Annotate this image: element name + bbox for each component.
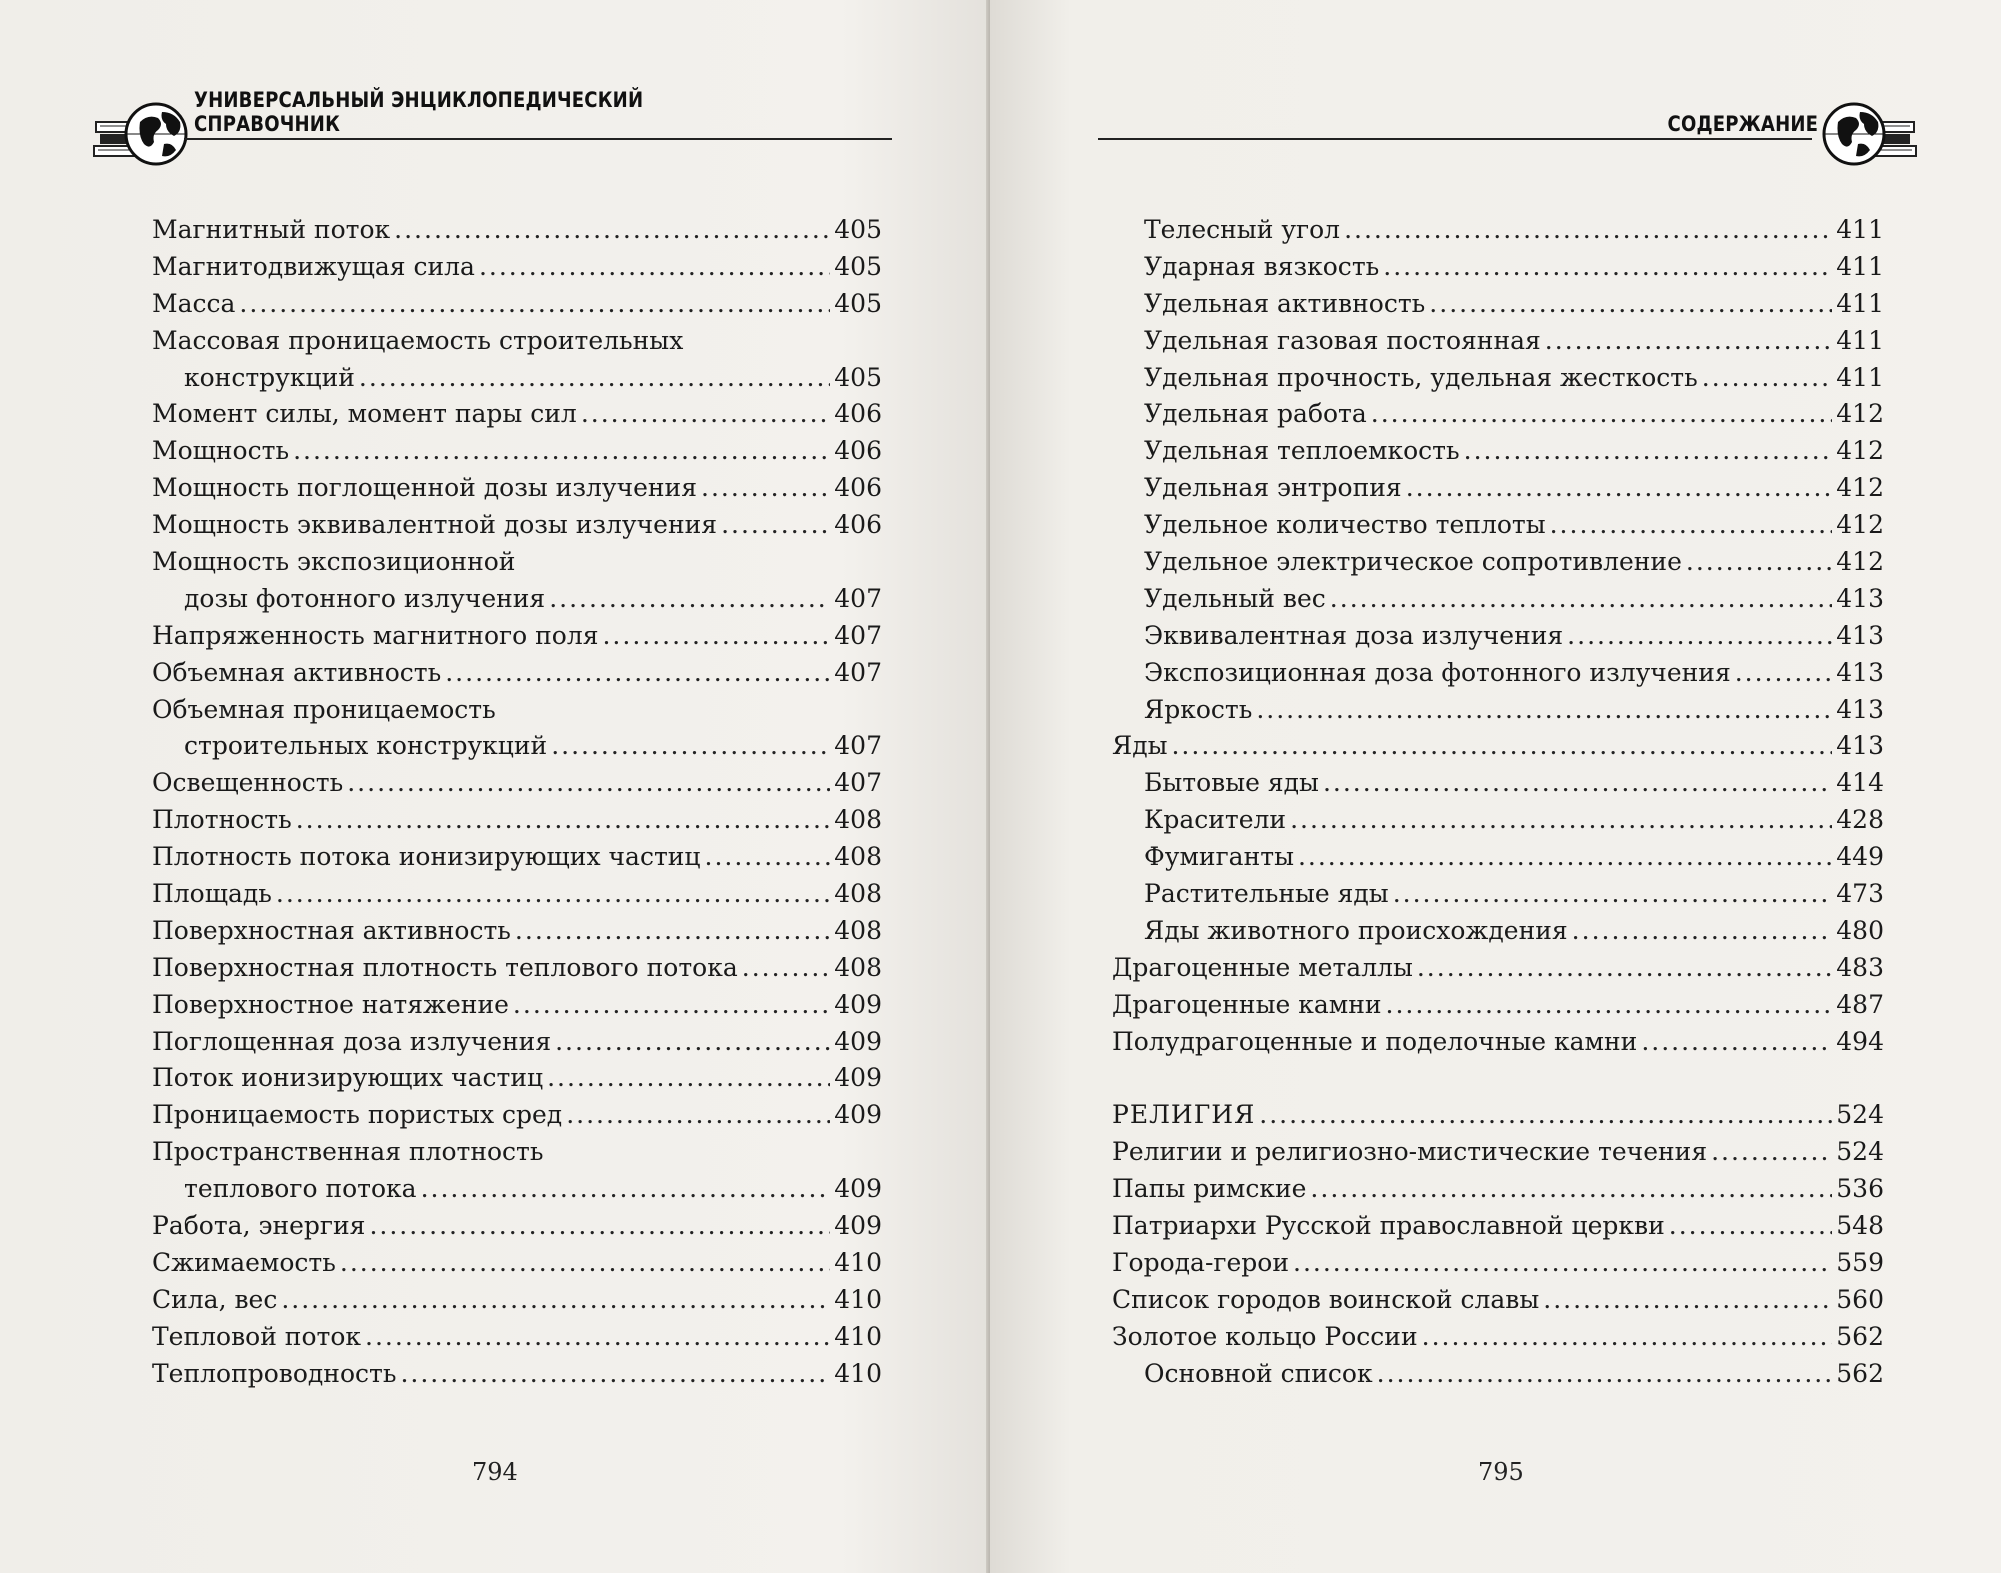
entry-page: 473	[1836, 879, 1884, 909]
leader-dots	[549, 581, 830, 618]
toc-entry	[152, 1282, 882, 1319]
leader-dots	[1422, 1319, 1833, 1356]
entry-label: Эквивалентная доза излучения	[1144, 620, 1564, 650]
entry-page: 409	[834, 1063, 882, 1093]
entry-page: 407	[834, 731, 882, 761]
entry-label: Удельное количество теплоты	[1144, 510, 1546, 540]
entry-page: 410	[834, 1284, 882, 1314]
leader-dots	[1406, 470, 1833, 507]
toc-entry	[1112, 396, 1884, 433]
entry-label: Момент силы, момент пары сил	[152, 399, 577, 429]
toc-entry	[1112, 1024, 1884, 1061]
leader-dots	[365, 1319, 830, 1356]
entry-label: Освещенность	[152, 768, 344, 798]
entry-page: 409	[834, 1211, 882, 1241]
header-rule	[1098, 138, 1812, 140]
leader-dots	[1543, 1282, 1832, 1319]
globe-books-icon	[1818, 92, 1918, 172]
entry-page: 407	[834, 583, 882, 613]
entry-page: 413	[1836, 620, 1884, 650]
entry-label: Удельная энтропия	[1144, 473, 1402, 503]
toc-entry	[1112, 1356, 1884, 1393]
entry-page: 449	[1836, 842, 1884, 872]
leader-dots	[1686, 544, 1832, 581]
entry-label: Мощность	[152, 436, 290, 466]
entry-page: 406	[834, 510, 882, 540]
entry-label: Плотность потока ионизирующих частиц	[152, 842, 701, 872]
leader-dots	[369, 1208, 830, 1245]
leader-dots	[1386, 987, 1833, 1024]
leader-dots	[1567, 618, 1832, 655]
toc-entry	[152, 839, 882, 876]
entry-label: Ударная вязкость	[1144, 251, 1380, 281]
leader-dots	[1256, 692, 1832, 729]
leader-dots	[394, 212, 830, 249]
toc-entry	[152, 618, 882, 655]
entry-label: Города-герои	[1112, 1247, 1290, 1277]
toc-entry	[152, 1097, 882, 1134]
leader-dots	[445, 655, 830, 692]
entry-label: Папы римские	[1112, 1174, 1307, 1204]
entry-page: 562	[1836, 1358, 1884, 1388]
toc-entry	[1112, 544, 1884, 581]
entry-label: Мощность поглощенной дозы излучения	[152, 473, 697, 503]
header-title: УНИВЕРСАЛЬНЫЙ ЭНЦИКЛОПЕДИЧЕСКИЙ СПРАВОЧНИК	[194, 88, 644, 136]
entry-label: Драгоценные камни	[1112, 989, 1382, 1019]
toc-entry	[1112, 987, 1884, 1024]
toc-entry	[1112, 1319, 1884, 1356]
entry-label: конструкций	[184, 362, 355, 392]
leader-dots	[1464, 433, 1833, 470]
toc-entry	[1112, 950, 1884, 987]
entry-page: 487	[1836, 989, 1884, 1019]
toc-entry	[152, 1171, 882, 1208]
toc-entries	[152, 212, 882, 1393]
entry-page: 494	[1836, 1026, 1884, 1056]
toc-entry	[152, 323, 882, 360]
leader-dots	[479, 249, 830, 286]
entry-page: 560	[1836, 1284, 1884, 1314]
toc-entry	[1112, 839, 1884, 876]
entry-label: Удельное электрическое сопротивление	[1144, 547, 1682, 577]
toc-section-entry	[1112, 1097, 1884, 1134]
entry-page: 411	[1836, 325, 1884, 355]
toc-entry	[1112, 1208, 1884, 1245]
entry-label: Удельный вес	[1144, 583, 1326, 613]
entry-label: Растительные яды	[1144, 879, 1389, 909]
leader-dots	[1259, 1097, 1832, 1134]
leader-dots	[705, 839, 831, 876]
leader-dots	[296, 802, 831, 839]
entry-page: 412	[1836, 473, 1884, 503]
leader-dots	[1377, 1356, 1833, 1393]
toc-entry	[152, 655, 882, 692]
entry-label: строительных конструкций	[184, 731, 548, 761]
leader-dots	[1371, 396, 1833, 433]
leader-dots	[1669, 1208, 1833, 1245]
entry-label: Удельная теплоемкость	[1144, 436, 1460, 466]
entry-page: 410	[834, 1247, 882, 1277]
entry-page: 412	[1836, 436, 1884, 466]
toc-entry	[152, 286, 882, 323]
leader-dots	[1417, 950, 1832, 987]
leader-dots	[555, 1024, 830, 1061]
entry-page: 480	[1836, 915, 1884, 945]
leader-dots	[1735, 655, 1833, 692]
entry-label: Удельная активность	[1144, 288, 1426, 318]
entry-page: 409	[834, 1100, 882, 1130]
toc-entry	[152, 581, 882, 618]
toc-entries	[1112, 212, 1884, 1393]
toc-entry	[152, 1356, 882, 1393]
toc-entry	[152, 765, 882, 802]
toc-entry	[152, 470, 882, 507]
entry-label: Объемная проницаемость	[152, 694, 496, 724]
leader-dots	[293, 433, 830, 470]
leader-dots	[1641, 1024, 1832, 1061]
leader-dots	[566, 1097, 830, 1134]
leader-dots	[513, 987, 830, 1024]
toc-entry	[152, 728, 882, 765]
entry-label: Мощность экспозиционной	[152, 547, 516, 577]
leader-dots	[1711, 1134, 1832, 1171]
entry-page: 413	[1836, 731, 1884, 761]
toc-entry	[1112, 360, 1884, 397]
toc-entry	[1112, 286, 1884, 323]
leader-dots	[421, 1171, 831, 1208]
entry-page: 406	[834, 473, 882, 503]
entry-page: 413	[1836, 657, 1884, 687]
entry-page: 406	[834, 399, 882, 429]
page-number: 795	[1478, 1458, 1524, 1486]
entry-page: 483	[1836, 952, 1884, 982]
toc-entry	[152, 544, 882, 581]
toc-entry	[152, 1060, 882, 1097]
entry-page: 407	[834, 657, 882, 687]
leader-dots	[551, 728, 830, 765]
leader-dots	[347, 765, 830, 802]
entry-page: 409	[834, 989, 882, 1019]
section-gap	[1112, 1060, 1884, 1097]
entry-label: Удельная прочность, удельная жесткость	[1144, 362, 1698, 392]
entry-label: Тепловой поток	[152, 1321, 362, 1351]
entry-label: теплового потока	[184, 1174, 417, 1204]
entry-page: 536	[1836, 1174, 1884, 1204]
leader-dots	[721, 507, 830, 544]
entry-label: Список городов воинской славы	[1112, 1284, 1540, 1314]
toc-entry	[1112, 507, 1884, 544]
leader-dots	[1550, 507, 1833, 544]
entry-label: Напряженность магнитного поля	[152, 620, 599, 650]
toc-entry	[1112, 1282, 1884, 1319]
entry-page: 405	[834, 251, 882, 281]
entry-label: Работа, энергия	[152, 1211, 366, 1241]
entry-page: 411	[1836, 251, 1884, 281]
toc-entry	[1112, 618, 1884, 655]
entry-page: 559	[1836, 1247, 1884, 1277]
entry-page: 408	[834, 842, 882, 872]
entry-page: 411	[1836, 215, 1884, 244]
toc-entry	[152, 692, 882, 729]
entry-page: 411	[1836, 288, 1884, 318]
entry-page: 412	[1836, 510, 1884, 540]
entry-label: Масса	[152, 288, 236, 318]
entry-label: Массовая проницаемость строительных	[152, 325, 684, 355]
toc-entry	[152, 212, 882, 249]
entry-label: Яды животного происхождения	[1144, 915, 1568, 945]
leader-dots	[1429, 286, 1832, 323]
leader-dots	[742, 950, 831, 987]
entry-label: Бытовые яды	[1144, 768, 1319, 798]
leader-dots	[1702, 360, 1833, 397]
entry-page: 414	[1836, 768, 1884, 798]
entry-page: 405	[834, 288, 882, 318]
toc-entry	[1112, 323, 1884, 360]
toc-entry	[152, 360, 882, 397]
entry-label: Пространственная плотность	[152, 1137, 544, 1167]
leader-dots	[1545, 323, 1832, 360]
toc-entry	[152, 913, 882, 950]
entry-page: 406	[834, 436, 882, 466]
entry-label: Удельная работа	[1144, 399, 1367, 429]
entry-label: Экспозиционная доза фотонного излучения	[1144, 657, 1731, 687]
leader-dots	[1298, 839, 1832, 876]
toc-entry	[152, 802, 882, 839]
entry-page: 408	[834, 805, 882, 835]
toc-entry	[1112, 1171, 1884, 1208]
leader-dots	[1344, 212, 1832, 249]
entry-page: 413	[1836, 583, 1884, 613]
toc-entry	[152, 1134, 882, 1171]
leader-dots	[1290, 802, 1832, 839]
entry-page: 409	[834, 1174, 882, 1204]
entry-page: 407	[834, 620, 882, 650]
entry-label: Площадь	[152, 879, 272, 909]
entry-page: 412	[1836, 399, 1884, 429]
leader-dots	[340, 1245, 830, 1282]
leader-dots	[1383, 249, 1832, 286]
section-label: РЕЛИГИЯ	[1112, 1100, 1256, 1130]
entry-label: Телесный угол	[1144, 215, 1341, 244]
toc-entry	[152, 433, 882, 470]
toc-entry	[1112, 581, 1884, 618]
entry-label: Полудрагоценные и поделочные камни	[1112, 1026, 1638, 1056]
leader-dots	[359, 360, 830, 397]
leader-dots	[1323, 765, 1832, 802]
entry-page: 411	[1836, 362, 1884, 392]
entry-page: 405	[834, 215, 882, 244]
right-page	[990, 0, 2001, 1573]
entry-label: Сжимаемость	[152, 1247, 336, 1277]
leader-dots	[1330, 581, 1832, 618]
entry-label: Магнитодвижущая сила	[152, 251, 475, 281]
globe-books-icon	[92, 92, 192, 172]
entry-label: Поток ионизирующих частиц	[152, 1063, 544, 1093]
leader-dots	[515, 913, 830, 950]
toc-entry	[1112, 765, 1884, 802]
entry-label: Золотое кольцо России	[1112, 1321, 1418, 1351]
entry-label: Магнитный поток	[152, 215, 391, 244]
entry-page: 408	[834, 952, 882, 982]
toc-entry	[1112, 1245, 1884, 1282]
entry-label: Объемная активность	[152, 657, 442, 687]
entry-label: Мощность эквивалентной дозы излучения	[152, 510, 718, 540]
leader-dots	[1171, 728, 1832, 765]
entry-label: дозы фотонного излучения	[184, 583, 546, 613]
toc-entry	[152, 1024, 882, 1061]
entry-label: Сила, вес	[152, 1284, 278, 1314]
toc-entry	[152, 950, 882, 987]
leader-dots	[1393, 876, 1833, 913]
toc-entry	[1112, 212, 1884, 249]
toc-entry	[1112, 913, 1884, 950]
toc-entry	[1112, 802, 1884, 839]
page-number: 794	[472, 1458, 518, 1486]
entry-page: 407	[834, 768, 882, 798]
entry-label: Поглощенная доза излучения	[152, 1026, 552, 1056]
leader-dots	[281, 1282, 830, 1319]
entry-page: 562	[1836, 1321, 1884, 1351]
entry-label: Поверхностная активность	[152, 915, 511, 945]
entry-page: 524	[1836, 1100, 1884, 1130]
entry-label: Проницаемость пористых сред	[152, 1100, 563, 1130]
entry-label: Теплопроводность	[152, 1358, 397, 1388]
leader-dots	[701, 470, 830, 507]
entry-label: Яды	[1112, 731, 1168, 761]
entry-label: Плотность	[152, 805, 292, 835]
entry-page: 409	[834, 1026, 882, 1056]
toc-entry	[1112, 433, 1884, 470]
toc-entry	[1112, 692, 1884, 729]
toc-entry	[152, 249, 882, 286]
toc-entry	[152, 1208, 882, 1245]
leader-dots	[1293, 1245, 1832, 1282]
running-header	[92, 88, 892, 172]
entry-page: 412	[1836, 547, 1884, 577]
entry-label: Яркость	[1144, 694, 1253, 724]
entry-label: Драгоценные металлы	[1112, 952, 1413, 982]
entry-label: Поверхностная плотность теплового потока	[152, 952, 738, 982]
toc-entry	[152, 507, 882, 544]
toc-entry	[1112, 1134, 1884, 1171]
entry-label: Фумиганты	[1144, 842, 1294, 872]
leader-dots	[276, 876, 830, 913]
leader-dots	[602, 618, 830, 655]
header-title: СОДЕРЖАНИЕ	[1667, 112, 1818, 136]
entry-page: 408	[834, 879, 882, 909]
leader-dots	[581, 396, 830, 433]
toc-entry	[152, 1319, 882, 1356]
leader-dots	[547, 1060, 830, 1097]
entry-page: 524	[1836, 1137, 1884, 1167]
entry-page: 428	[1836, 805, 1884, 835]
toc-entry	[1112, 876, 1884, 913]
entry-label: Удельная газовая постоянная	[1144, 325, 1541, 355]
running-header	[1098, 92, 1898, 172]
toc-entry	[1112, 728, 1884, 765]
leader-dots	[1572, 913, 1833, 950]
toc-entry	[1112, 249, 1884, 286]
leader-dots	[400, 1356, 830, 1393]
entry-label: Основной список	[1144, 1358, 1373, 1388]
entry-label: Патриархи Русской православной церкви	[1112, 1211, 1665, 1241]
entry-page: 405	[834, 362, 882, 392]
toc-entry	[152, 396, 882, 433]
toc-entry	[152, 1245, 882, 1282]
entry-page: 410	[834, 1321, 882, 1351]
entry-page: 548	[1836, 1211, 1884, 1241]
left-page	[0, 0, 990, 1573]
entry-page: 413	[1836, 694, 1884, 724]
entry-page: 408	[834, 915, 882, 945]
header-rule	[184, 138, 892, 140]
toc-entry	[1112, 470, 1884, 507]
entry-label: Религии и религиозно-мистические течения	[1112, 1137, 1708, 1167]
toc-entry	[152, 876, 882, 913]
leader-dots	[239, 286, 830, 323]
entry-label: Поверхностное натяжение	[152, 989, 509, 1019]
toc-entry	[152, 987, 882, 1024]
entry-page: 410	[834, 1358, 882, 1388]
toc-entry	[1112, 655, 1884, 692]
leader-dots	[1310, 1171, 1832, 1208]
entry-label: Красители	[1144, 805, 1287, 835]
